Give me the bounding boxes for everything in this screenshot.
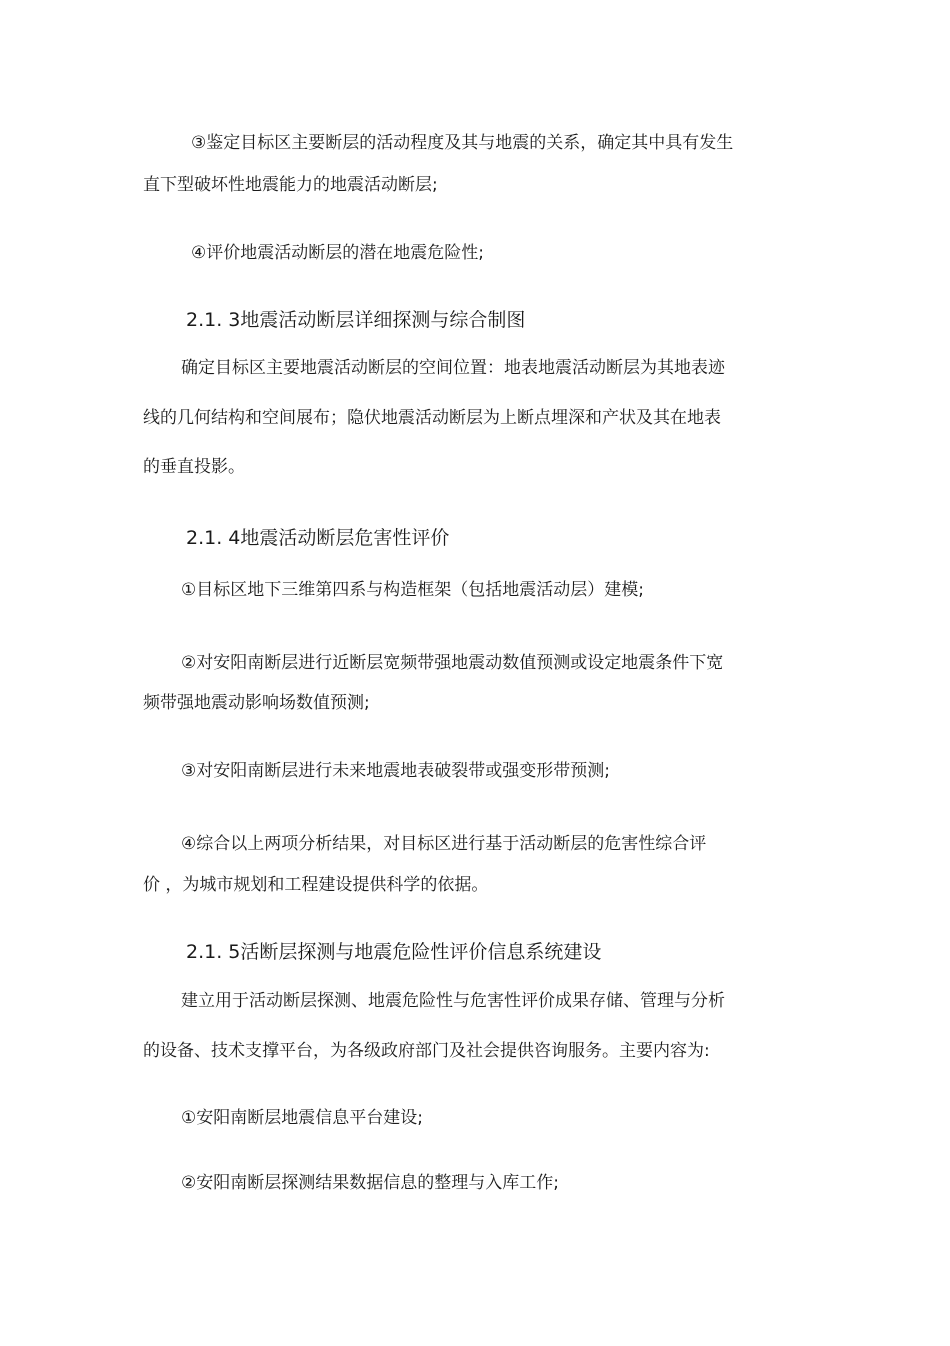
section-heading: 2.1. 3地震活动断层详细探测与综合制图 [186, 309, 526, 331]
section-heading: 2.1. 4地震活动断层危害性评价 [186, 527, 450, 549]
section-heading: 2.1. 5活断层探测与地震危险性评价信息系统建设 [186, 941, 602, 963]
paragraph-line: ④评价地震活动断层的潜在地震危险性; [191, 243, 484, 263]
paragraph-line: 的设备、技术支撑平台，为各级政府部门及社会提供咨询服务。主要内容为: [143, 1041, 710, 1061]
paragraph-line: ①目标区地下三维第四系与构造框架（包括地震活动层）建模; [181, 580, 644, 600]
paragraph-line: ④综合以上两项分析结果，对目标区进行基于活动断层的危害性综合评 [181, 834, 707, 854]
paragraph-line: 直下型破坏性地震能力的地震活动断层; [143, 175, 438, 195]
paragraph-line: 价 ，为城市规划和工程建设提供科学的依据。 [143, 875, 489, 895]
paragraph-line: ①安阳南断层地震信息平台建设; [181, 1108, 423, 1128]
paragraph-line: 的垂直投影。 [143, 457, 245, 477]
paragraph-line: 线的几何结构和空间展布；隐伏地震活动断层为上断点埋深和产状及其在地表 [143, 408, 721, 428]
paragraph-line: ③对安阳南断层进行未来地震地表破裂带或强变形带预测; [181, 761, 610, 781]
paragraph-line: 建立用于活动断层探测、地震危险性与危害性评价成果存储、管理与分析 [181, 991, 725, 1011]
paragraph-line: 频带强地震动影响场数值预测; [143, 693, 370, 713]
paragraph-line: ②安阳南断层探测结果数据信息的整理与入库工作; [181, 1173, 559, 1193]
paragraph-line: ②对安阳南断层进行近断层宽频带强地震动数值预测或设定地震条件下宽 [181, 653, 724, 673]
paragraph-line: 确定目标区主要地震活动断层的空间位置：地表地震活动断层为其地表迹 [181, 358, 725, 378]
paragraph-line: ③鉴定目标区主要断层的活动程度及其与地震的关系，确定其中具有发生 [191, 133, 734, 153]
